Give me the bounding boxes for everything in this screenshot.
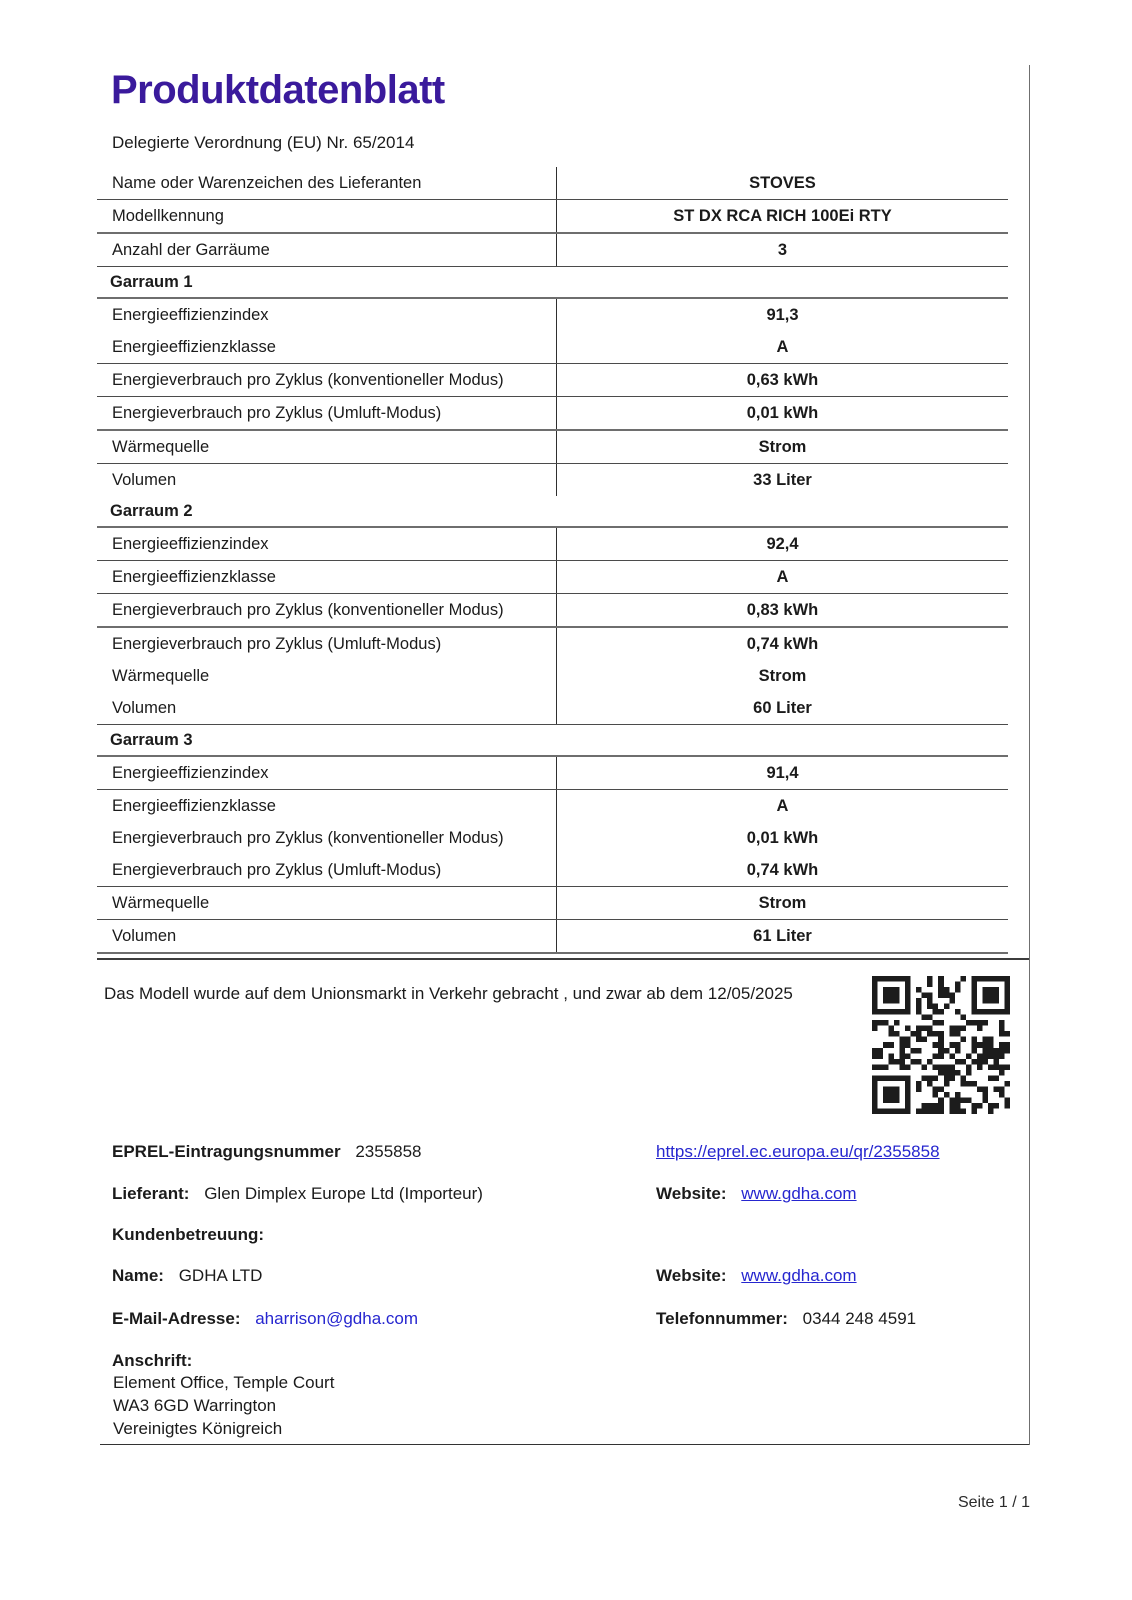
row-value: STOVES: [556, 167, 1008, 199]
website-label: Website:: [656, 1266, 727, 1285]
row-label: Energieverbrauch pro Zyklus (konventioneller Modus): [112, 828, 504, 847]
eprel-link[interactable]: https://eprel.ec.europa.eu/qr/2355858: [656, 1142, 940, 1161]
row-label: Energieverbrauch pro Zyklus (konventioneller Modus): [112, 600, 504, 619]
regulation-subtitle: Delegierte Verordnung (EU) Nr. 65/2014: [112, 133, 415, 152]
row-value: A: [556, 561, 1008, 593]
row-value: Strom: [556, 431, 1008, 463]
qr-code: [872, 976, 1010, 1114]
page-title: Produktdatenblatt: [111, 68, 445, 112]
website-label: Website:: [656, 1184, 727, 1203]
name-label: Name:: [112, 1266, 164, 1285]
row-label: Wärmequelle: [112, 666, 210, 685]
table-row: [97, 660, 1008, 692]
table-row: [97, 561, 1008, 594]
customer-service-label: Kundenbetreuung:: [112, 1225, 265, 1244]
row-value: 0,74 kWh: [556, 628, 1008, 660]
row-label: Anzahl der Garräume: [112, 240, 270, 259]
row-value: 33 Liter: [556, 464, 1008, 496]
table-row: [97, 628, 1008, 660]
email-link[interactable]: aharrison@gdha.com: [255, 1309, 419, 1328]
row-value: 0,01 kWh: [556, 822, 1008, 854]
row-value: 0,83 kWh: [556, 594, 1008, 626]
table-row: [97, 200, 1008, 234]
table-row: [97, 464, 1008, 496]
phone-value: 0344 248 4591: [802, 1309, 917, 1328]
row-label: Volumen: [112, 926, 177, 945]
row-value: 61 Liter: [556, 920, 1008, 952]
row-value: ST DX RCA RICH 100Ei RTY: [556, 200, 1008, 232]
row-label: Wärmequelle: [112, 893, 210, 912]
address-line: Vereinigtes Königreich: [113, 1419, 283, 1438]
table-row: [97, 757, 1008, 790]
row-label: Energieeffizienzindex: [112, 763, 269, 782]
row-label: Energieeffizienzklasse: [112, 567, 276, 586]
email-label: E-Mail-Adresse:: [112, 1309, 241, 1328]
section-heading-garraum-1: Garraum 1: [97, 267, 1008, 299]
row-value: 0,01 kWh: [556, 397, 1008, 429]
table-row: [97, 528, 1008, 561]
row-value: 60 Liter: [556, 692, 1008, 724]
name-value: GDHA LTD: [178, 1266, 263, 1285]
table-row: [97, 331, 1008, 364]
section-heading-garraum-3: Garraum 3: [97, 725, 1008, 757]
eprel-label: EPREL-Eintragungsnummer: [112, 1142, 341, 1161]
row-label: Volumen: [112, 698, 177, 717]
table-row: [97, 854, 1008, 887]
address-label: Anschrift:: [112, 1351, 193, 1370]
row-value: Strom: [556, 660, 1008, 692]
row-label: Energieverbrauch pro Zyklus (Umluft-Modus): [112, 634, 442, 653]
website-link[interactable]: www.gdha.com: [741, 1184, 857, 1203]
address-line: Element Office, Temple Court: [113, 1373, 335, 1392]
page-indicator: Seite 1 / 1: [957, 1494, 1030, 1511]
table-row: [97, 364, 1008, 397]
row-label: Energieverbrauch pro Zyklus (konventioneller Modus): [112, 370, 504, 389]
row-value: 0,74 kWh: [556, 854, 1008, 886]
section-heading-garraum-2: Garraum 2: [97, 496, 1008, 528]
table-row: [97, 397, 1008, 431]
phone-label: Telefonnummer:: [656, 1309, 788, 1328]
supplier-label: Lieferant:: [112, 1184, 190, 1203]
row-value: 91,3: [556, 299, 1008, 331]
address-line: WA3 6GD Warrington: [113, 1396, 277, 1415]
row-value: 0,63 kWh: [556, 364, 1008, 396]
table-row: [97, 299, 1008, 331]
table-row: [97, 692, 1008, 725]
eprel-number: 2355858: [355, 1142, 422, 1161]
row-value: 91,4: [556, 757, 1008, 789]
table-row: [97, 431, 1008, 464]
table-row: [97, 234, 1008, 267]
product-data-table: [97, 167, 1008, 954]
page-right-border: [1029, 65, 1030, 1445]
row-value: A: [556, 790, 1008, 822]
row-value: Strom: [556, 887, 1008, 919]
page-bottom-border: [100, 1444, 1030, 1445]
table-row: [97, 920, 1008, 954]
table-row: [97, 594, 1008, 628]
row-label: Wärmequelle: [112, 437, 210, 456]
row-label: Modellkennung: [112, 206, 224, 225]
row-label: Volumen: [112, 470, 177, 489]
table-row: [97, 790, 1008, 822]
row-value: 3: [556, 234, 1008, 266]
row-value: A: [556, 331, 1008, 363]
row-label: Name oder Warenzeichen des Lieferanten: [112, 173, 422, 192]
market-statement: Das Modell wurde auf dem Unionsmarkt in Verkehr gebracht , und zwar ab dem 12/05/2025: [104, 984, 793, 1003]
table-row: [97, 822, 1008, 854]
row-label: Energieverbrauch pro Zyklus (Umluft-Modus): [112, 860, 442, 879]
section-divider: [97, 958, 1029, 960]
row-label: Energieeffizienzklasse: [112, 796, 276, 815]
website-link[interactable]: www.gdha.com: [741, 1266, 857, 1285]
row-label: Energieeffizienzindex: [112, 534, 269, 553]
table-row: [97, 167, 1008, 200]
supplier-value: Glen Dimplex Europe Ltd (Importeur): [204, 1184, 483, 1203]
table-row: [97, 887, 1008, 920]
row-label: Energieeffizienzklasse: [112, 337, 276, 356]
row-label: Energieeffizienzindex: [112, 305, 269, 324]
row-value: 92,4: [556, 528, 1008, 560]
row-label: Energieverbrauch pro Zyklus (Umluft-Modus): [112, 403, 442, 422]
